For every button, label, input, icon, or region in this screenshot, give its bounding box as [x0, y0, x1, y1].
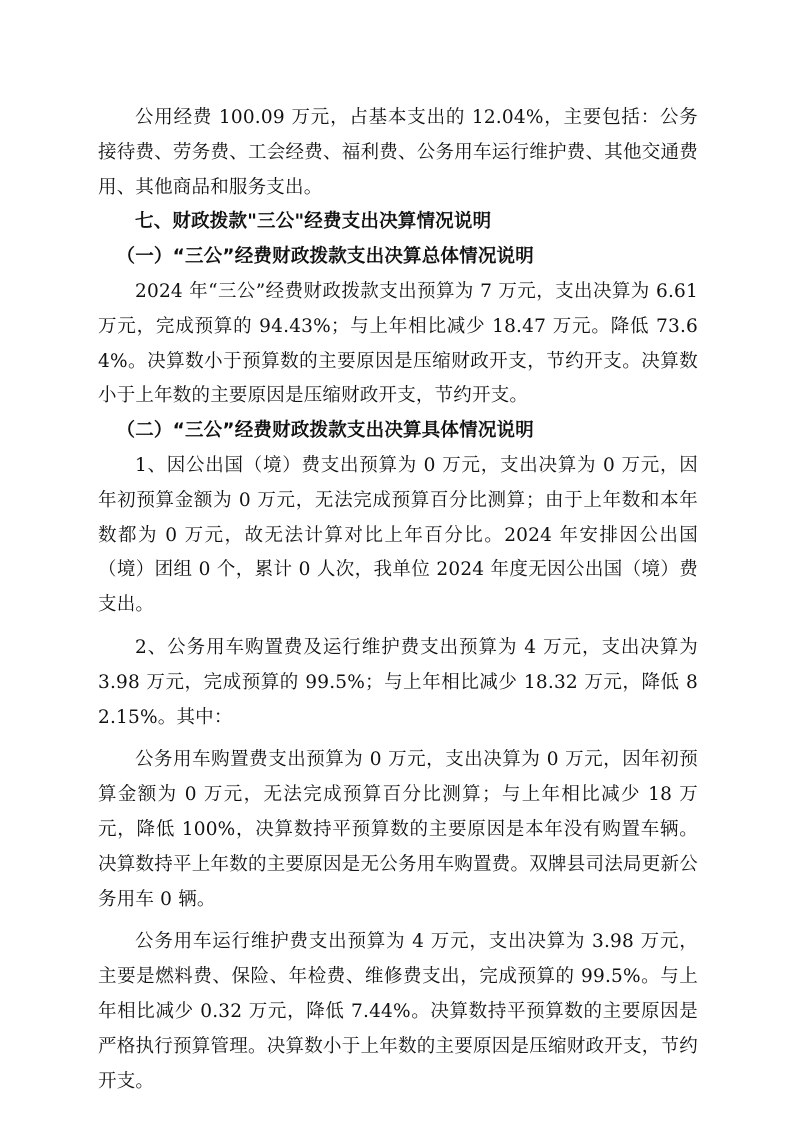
paragraph-public-expenses: 公用经费 100.09 万元，占基本支出的 12.04%，主要包括：公务接待费、劳务费、工会经费、福利费、公务用车运行维护费、其他交通费用、其他商品和服务支出。	[98, 107, 698, 198]
paragraph-gap	[98, 735, 698, 743]
subsection-heading-overall: （一）“三公”经费财政拨款支出决算总体情况说明	[116, 246, 534, 268]
paragraph-vehicle-purchase: 公务用车购置费支出预算为 0 万元，支出决算为 0 万元，因年初预算金额为 0 万元，无法完成预算百分比测算；与上年相比减少 18 万元，降低 100%，决算数持平预算数的主要原因是本年没有购置车辆。决算数持平上年数的主要原因是无公务用车购置费。双牌县司法局更新公务用车 0 辆。	[98, 749, 698, 910]
paragraph-overseas-travel: 1、因公出国（境）费支出预算为 0 万元，支出决算为 0 万元，因年初预算金额为 0 万元，无法完成预算百分比测算；由于上年数和本年数都为 0 万元，故无法计算对比上年百分比。2024 年安排因公出国（境）团组 0 个，累计 0 人次，我单位 2024 年度无因公出国（境）费支出。	[98, 454, 698, 616]
paragraph-vehicle-expenses: 2、公务用车购置费及运行维护费支出预算为 4 万元，支出决算为 3.98 万元，完成预算的 99.5%；与上年相比减少 18.32 万元，降低 82.15%。其中：	[98, 636, 698, 728]
document-body	[98, 101, 698, 1099]
subsection-heading-specific: （二）“三公”经费财政拨款支出决算具体情况说明	[116, 420, 534, 442]
paragraph-gap	[98, 623, 698, 631]
section-heading-three-public-expenses: 七、财政拨款"三公"经费支出决算情况说明	[135, 211, 492, 233]
paragraph-vehicle-maintenance: 公务用车运行维护费支出预算为 4 万元，支出决算为 3.98 万元，主要是燃料费、保险、年检费、维修费支出，完成预算的 99.5%。与上年相比减少 0.32 万元，降低 7.44%。决算数持平预算数的主要原因是严格执行预算管理。决算数小于上年数的主要原因是压缩财政开支，节约开支。	[98, 931, 698, 1092]
paragraph-gap	[98, 917, 698, 925]
paragraph-overall-summary: 2024 年“三公”经费财政拨款支出预算为 7 万元，支出决算为 6.61 万元，完成预算的 94.43%；与上年相比减少 18.47 万元。降低 73.64%。决算数小于预算数的主要原因是压缩财政开支，节约开支。决算数小于上年数的主要原因是压缩财政开支，节约开支。	[98, 280, 698, 407]
